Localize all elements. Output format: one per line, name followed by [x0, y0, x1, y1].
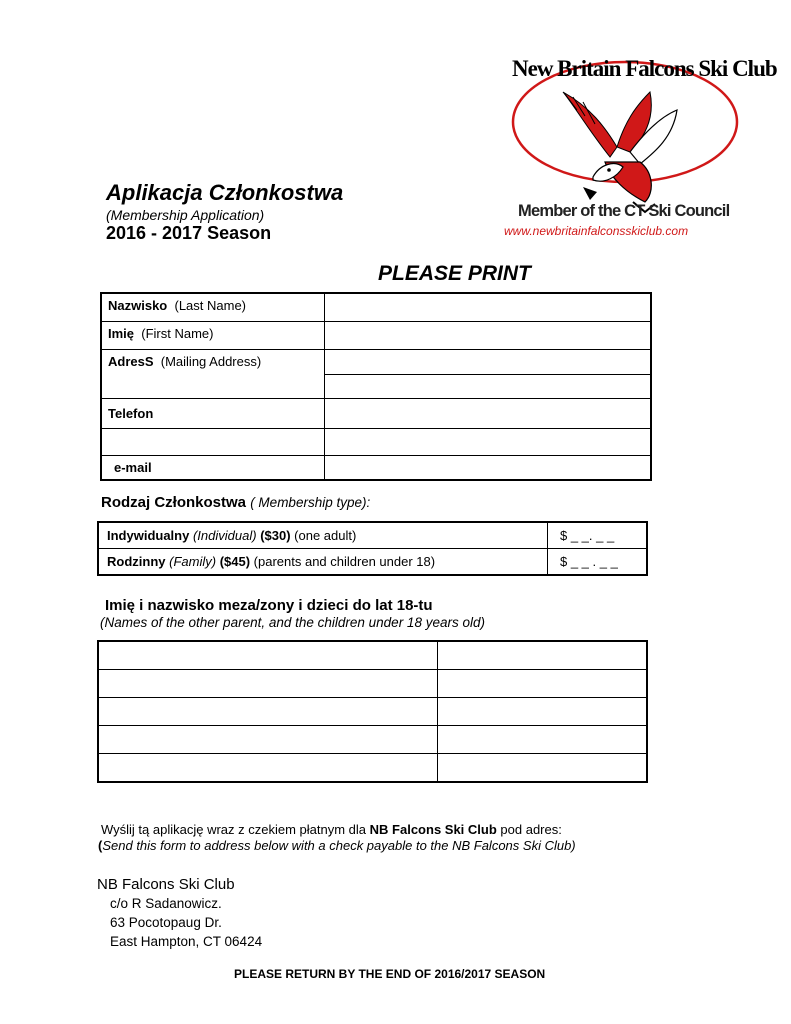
individual-name: Indywidualny	[107, 528, 190, 543]
address-note: (Mailing Address)	[160, 353, 262, 369]
blank-label	[101, 428, 325, 455]
last-name-note: (Last Name)	[174, 298, 247, 313]
phone-field-2[interactable]	[325, 428, 652, 455]
family-name-field[interactable]	[98, 641, 438, 670]
website-link[interactable]: www.newbritainfalconsskiclub.com	[504, 224, 689, 238]
return-deadline: PLEASE RETURN BY THE END OF 2016/2017 SEASON	[234, 967, 546, 981]
table-row	[98, 726, 647, 754]
individual-option[interactable]	[98, 522, 548, 549]
table-row	[98, 754, 647, 783]
email-field[interactable]	[325, 455, 652, 480]
please-print-heading: PLEASE PRINT	[378, 262, 531, 285]
family-english: (Family)	[169, 554, 217, 569]
english-open-paren: (	[98, 838, 103, 853]
season-label: 2016 - 2017 Season	[106, 223, 272, 243]
address-label-text: AdresS	[108, 353, 154, 369]
send-instructions-english	[98, 838, 576, 853]
address-label	[101, 349, 325, 398]
email-label	[101, 455, 325, 480]
email-label-text: e-mail	[114, 459, 152, 475]
table-row	[101, 349, 651, 374]
family-name: Rodzinny	[107, 554, 166, 569]
membership-heading-text: Rodzaj Członkostwa	[101, 494, 247, 511]
table-row	[101, 321, 651, 349]
table-row	[98, 670, 647, 698]
membership-type-heading	[101, 494, 370, 511]
phone-field[interactable]	[325, 398, 652, 428]
family-age-field[interactable]	[438, 698, 648, 726]
membership-table	[97, 521, 648, 576]
first-name-field[interactable]	[325, 321, 652, 349]
logo-member-line: Member of the CT Ski Council	[518, 202, 730, 220]
family-names-table	[97, 640, 648, 783]
family-desc: (parents and children under 18)	[253, 554, 436, 569]
phone-label-text: Telefon	[108, 405, 154, 421]
table-row	[101, 455, 651, 480]
table-row	[98, 522, 647, 549]
logo-club-name: New Britain Falcons Ski Club	[512, 56, 777, 81]
table-row	[98, 698, 647, 726]
polish-pre: Wyślij tą aplikację wraz z czekiem płatnym dla	[101, 822, 367, 837]
table-row	[101, 293, 651, 321]
polish-club: NB Falcons Ski Club	[369, 822, 497, 837]
page-title: Aplikacja Członkostwa	[106, 180, 344, 205]
table-row	[98, 549, 647, 576]
membership-heading-note: ( Membership type):	[250, 495, 371, 510]
table-row	[98, 641, 647, 670]
send-instructions-polish	[101, 822, 562, 837]
last-name-field[interactable]	[325, 293, 652, 321]
mailing-line2: 63 Pocotopaug Dr.	[110, 915, 222, 930]
family-heading: Imię i nazwisko meza/zony i dzieci do lat 18-tu	[105, 597, 433, 614]
mailing-line1: c/o R Sadanowicz.	[110, 896, 222, 911]
family-age-field[interactable]	[438, 670, 648, 698]
table-row	[101, 398, 651, 428]
last-name-label-text: Nazwisko	[108, 298, 168, 313]
individual-english: (Individual)	[192, 528, 257, 543]
individual-price: ($30)	[260, 528, 291, 543]
polish-post: pod adres:	[500, 822, 562, 837]
last-name-label	[101, 293, 325, 321]
first-name-note: (First Name)	[141, 325, 214, 341]
first-name-label	[101, 321, 325, 349]
family-name-field[interactable]	[98, 670, 438, 698]
family-age-field[interactable]	[438, 754, 648, 783]
english-text: Send this form to address below with a check payable to the NB Falcons Ski Club)	[102, 838, 576, 853]
family-age-field[interactable]	[438, 641, 648, 670]
mailing-line3: East Hampton, CT 06424	[110, 934, 263, 949]
family-option[interactable]	[98, 549, 548, 576]
first-name-label-text: Imię	[108, 325, 135, 341]
table-row	[101, 428, 651, 455]
family-name-field[interactable]	[98, 698, 438, 726]
mailing-club: NB Falcons Ski Club	[97, 876, 235, 893]
page-subtitle: (Membership Application)	[106, 207, 265, 223]
family-amount-field[interactable]: $ _ _ . _ _	[548, 549, 648, 576]
family-price: ($45)	[219, 554, 251, 569]
personal-info-table	[100, 292, 652, 481]
individual-desc: (one adult)	[294, 528, 357, 543]
phone-label	[101, 398, 325, 428]
family-age-field[interactable]	[438, 726, 648, 754]
address-field-line2[interactable]	[325, 374, 652, 398]
address-field-line1[interactable]	[325, 349, 652, 374]
family-name-field[interactable]	[98, 726, 438, 754]
family-note: (Names of the other parent, and the children under 18 years old)	[100, 615, 485, 630]
family-name-field[interactable]	[98, 754, 438, 783]
individual-amount-field[interactable]: $ _ _. _ _	[548, 522, 648, 549]
